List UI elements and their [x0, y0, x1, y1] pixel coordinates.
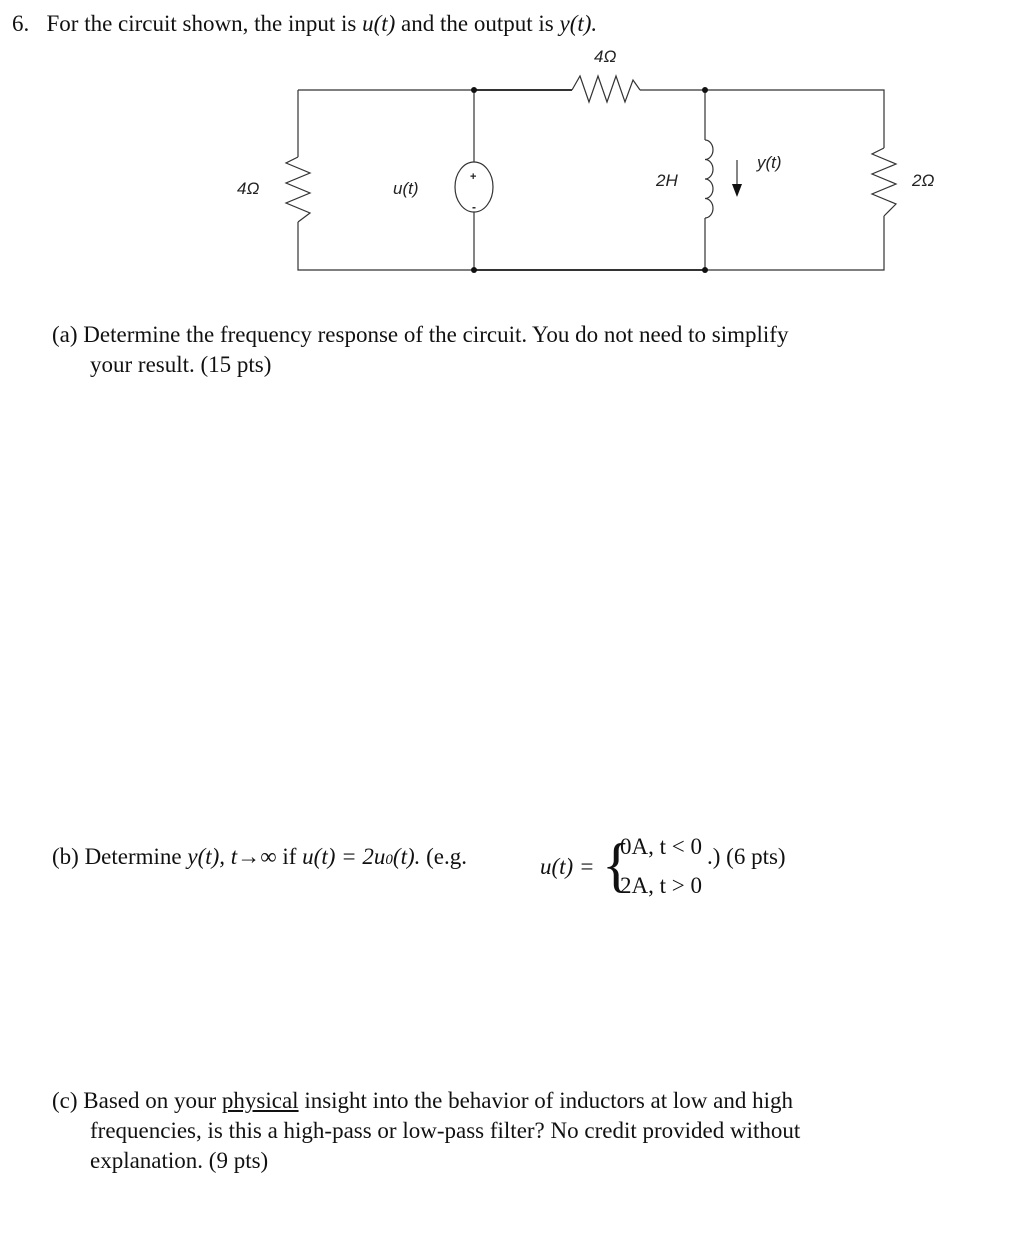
part-b-suffix: .) (6 pts)	[707, 844, 786, 869]
piecewise-case2: 2A, t > 0	[620, 873, 702, 898]
inductor	[705, 140, 713, 218]
label-source: u(t)	[393, 179, 419, 198]
part-c-pre: (c) Based on your	[52, 1088, 222, 1113]
part-b-if: if	[276, 844, 303, 869]
part-c-line2: frequencies, is this a high-pass or low-pass filter? No credit provided without	[90, 1118, 801, 1143]
label-r-top: 4Ω	[594, 47, 617, 66]
part-a-line1: (a) Determine the frequency response of the circuit. You do not need to simplify	[52, 322, 789, 347]
part-c-post: insight into the behavior of inductors at low and high	[298, 1088, 793, 1113]
part-b-sub: 0	[385, 852, 393, 868]
output-var: y(t).	[559, 11, 598, 36]
part-b-cond: u(t) = 2u	[302, 844, 386, 869]
piecewise-lhs	[540, 852, 594, 882]
plus-sign: +	[470, 171, 477, 183]
part-c-line1	[52, 1086, 793, 1116]
part-a-line2: your result. (15 pts)	[90, 352, 272, 377]
circuit-diagram	[0, 0, 1012, 300]
label-inductor: 2H	[656, 171, 678, 190]
part-b-text	[52, 842, 467, 875]
part-c-underlined: physical	[221, 1088, 299, 1113]
part-b-y: y(t), t	[187, 844, 238, 869]
resistor-top	[572, 76, 640, 102]
part-b-prefix: (b) Determine	[52, 844, 188, 869]
label-output: y(t)	[757, 153, 782, 172]
label-r-left: 4Ω	[237, 179, 260, 198]
resistor-left	[286, 157, 310, 222]
wires	[298, 90, 884, 270]
minus-sign: -	[472, 200, 476, 214]
piecewise-case1: 0A, t < 0	[620, 834, 702, 859]
part-b-eg: (e.g.	[420, 844, 467, 869]
resistor-right	[872, 148, 896, 216]
ut-eq: u(t) =	[540, 854, 595, 879]
part-b-cond-end: (t).	[392, 844, 421, 869]
brace: {	[602, 832, 631, 898]
intro-text: For the circuit shown, the input is	[46, 11, 363, 36]
label-r-right: 2Ω	[912, 171, 935, 190]
input-var: u(t)	[362, 11, 396, 36]
intro-text-2: and the output is	[395, 11, 560, 36]
problem-number: 6.	[12, 11, 30, 36]
part-b-arrow: →∞	[237, 844, 277, 869]
part-c-line3: explanation. (9 pts)	[90, 1148, 269, 1173]
